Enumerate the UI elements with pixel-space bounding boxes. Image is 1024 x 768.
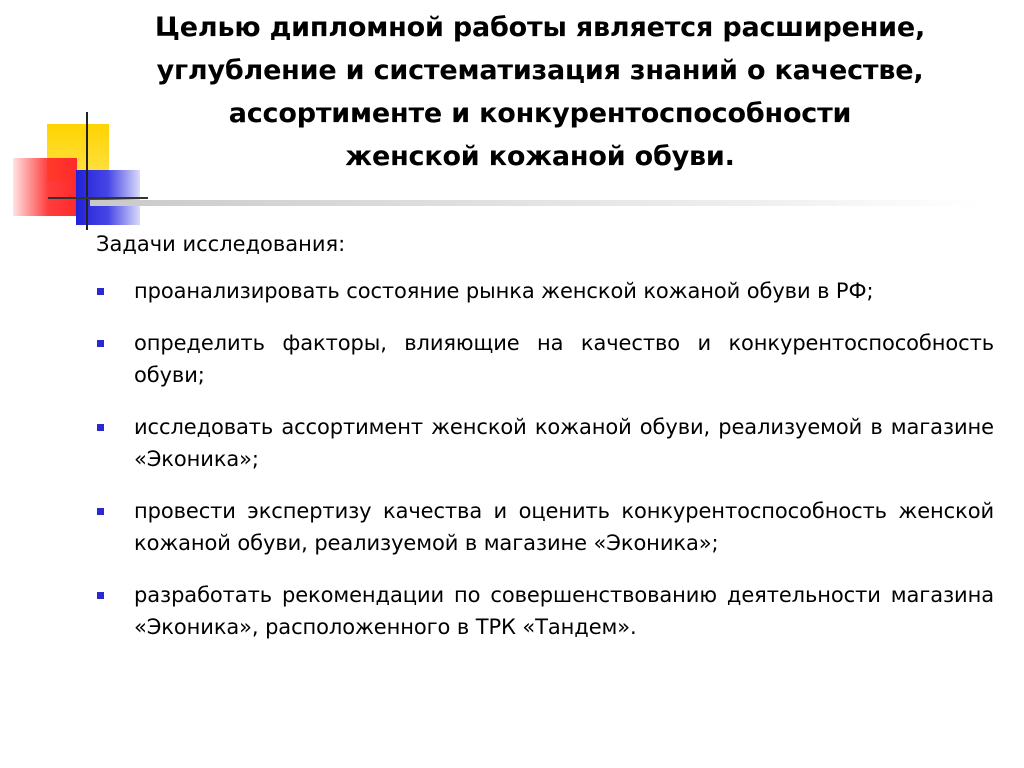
square-bullet-icon — [97, 288, 104, 295]
title-divider-line — [90, 200, 980, 206]
list-item — [96, 327, 994, 391]
list-item — [96, 495, 994, 559]
square-bullet-icon — [97, 508, 104, 515]
ornament-horizontal-line — [48, 197, 148, 199]
title-line: ассортименте и конкурентоспособности — [228, 98, 852, 129]
tasks-subheading: Задачи исследования: — [96, 232, 346, 256]
slide-title — [100, 6, 980, 178]
task-text: проанализировать состояние рынка женской кожаной обуви в РФ; — [134, 279, 874, 303]
ornament-red-square — [13, 158, 77, 216]
task-text: провести экспертизу качества и оценить конкурентоспособность женской кожаной обуви, реализуемой в магазине «Эконика»; — [134, 499, 994, 555]
title-line: женской кожаной обуви. — [345, 141, 735, 172]
square-bullet-icon — [97, 424, 104, 431]
square-bullet-icon — [97, 340, 104, 347]
ornament-vertical-line — [86, 112, 88, 230]
title-line: Целью дипломной работы является расширение, — [154, 12, 926, 43]
task-text: исследовать ассортимент женской кожаной обуви, реализуемой в магазине «Эконика»; — [134, 415, 994, 471]
title-line: углубление и систематизация знаний о качестве, — [156, 55, 924, 86]
list-item — [96, 275, 994, 307]
list-item — [96, 579, 994, 643]
list-item — [96, 411, 994, 475]
square-bullet-icon — [97, 592, 104, 599]
tasks-list — [96, 275, 994, 663]
task-text: определить факторы, влияющие на качество и конкурентоспособность обуви; — [134, 331, 994, 387]
task-text: разработать рекомендации по совершенствованию деятельности магазина «Эконика», расположенного в ТРК «Тандем». — [134, 583, 994, 639]
